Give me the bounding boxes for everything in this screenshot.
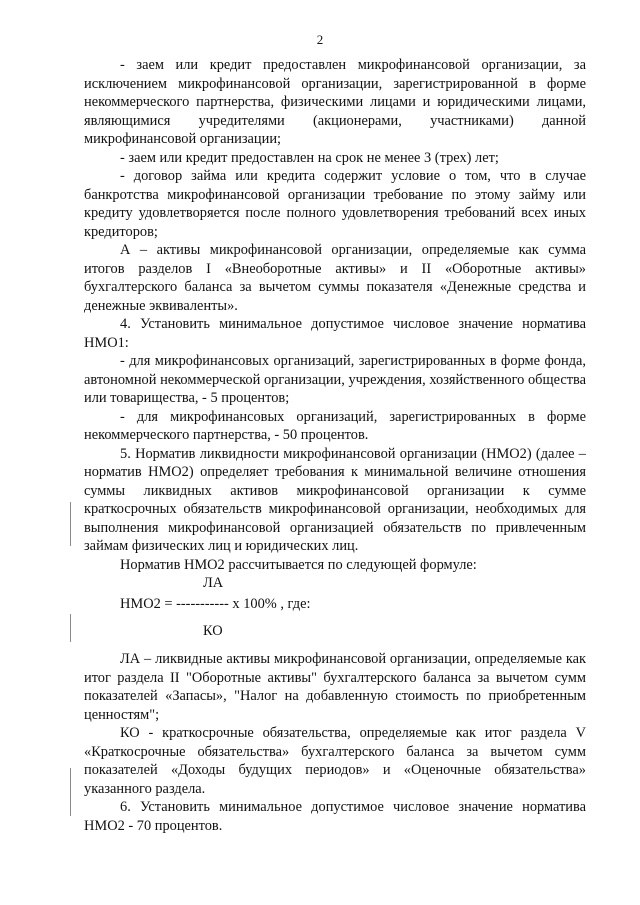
document-body <box>84 56 586 835</box>
paragraph: Норматив НМО2 рассчитывается по следующей формуле: <box>120 556 477 573</box>
paragraph: - для микрофинансовых организаций, зарегистрированных в форме некоммерческого партнерства, - 50 процентов. <box>84 408 586 443</box>
formula-numerator: ЛА <box>203 575 224 591</box>
page-number: 2 <box>316 32 324 47</box>
paragraph: - для микрофинансовых организаций, зарегистрированных в форме фонда, автономной некоммерческой организации, учреждения, хозяйственного общества или товарищества, - 5 процентов; <box>84 353 586 406</box>
paragraph: КО - краткосрочные обязательства, определяемые как итог раздела V «Краткосрочные обязательства» бухгалтерского баланса за вычетом сумм показателей «Доходы будущих периодов» и «Оценочные обязательства» указанного раздела. <box>84 725 586 797</box>
paragraph: 5. Норматив ликвидности микрофинансовой организации (НМО2) (далее – норматив НМО2) определяет требования к минимальной величине отношения суммы ликвидных активов микрофинансовой организации к сумме краткосрочных обязательств микрофинансовой организации, необходимых для выполнения микрофинансовой организацией обязательств по привлеченным займам физических лиц и юридических лиц. <box>84 445 586 554</box>
margin-revision-bar <box>70 768 71 816</box>
margin-revision-bar <box>70 502 71 546</box>
paragraph: - заем или кредит предоставлен на срок не менее 3 (трех) лет; <box>120 149 499 166</box>
paragraph: А – активы микрофинансовой организации, определяемые как сумма итогов разделов I «Внеоборотные активы» и II «Оборотные активы» бухгалтерского баланса за вычетом суммы показателя «Денежные средства и денежные эквиваленты». <box>84 242 586 314</box>
paragraph: - заем или кредит предоставлен микрофинансовой организации, за исключением микрофинансовой организации, зарегистрированной в форме некоммерческого партнерства, физическими лицами и юридическими лицами, являющимися учредителями (акционерами, участниками) данной микрофинансовой организации; <box>84 57 586 147</box>
formula-denominator: КО <box>203 623 223 639</box>
formula-block <box>84 574 586 650</box>
formula-expression: НМО2 = ----------- x 100% , где: <box>120 596 311 612</box>
paragraph: 6. Установить минимальное допустимое числовое значение норматива НМО2 - 70 процентов. <box>84 799 586 834</box>
paragraph: 4. Установить минимальное допустимое числовое значение норматива НМО1: <box>84 316 586 351</box>
section-before-formula <box>84 56 586 574</box>
section-after-formula <box>84 650 586 835</box>
margin-revision-bar <box>70 614 71 642</box>
paragraph: ЛА – ликвидные активы микрофинансовой организации, определяемые как итог раздела II "Оборотные активы" бухгалтерского баланса за вычетом сумм показателей «Запасы», "Налог на добавленную стоимость по приобретенным ценностям"; <box>84 651 586 723</box>
paragraph: - договор займа или кредита содержит условие о том, что в случае банкротства микрофинансовой организации требование по этому займу или кредиту удовлетворяется после полного удовлетворения требований всех иных кредиторов; <box>84 168 586 240</box>
